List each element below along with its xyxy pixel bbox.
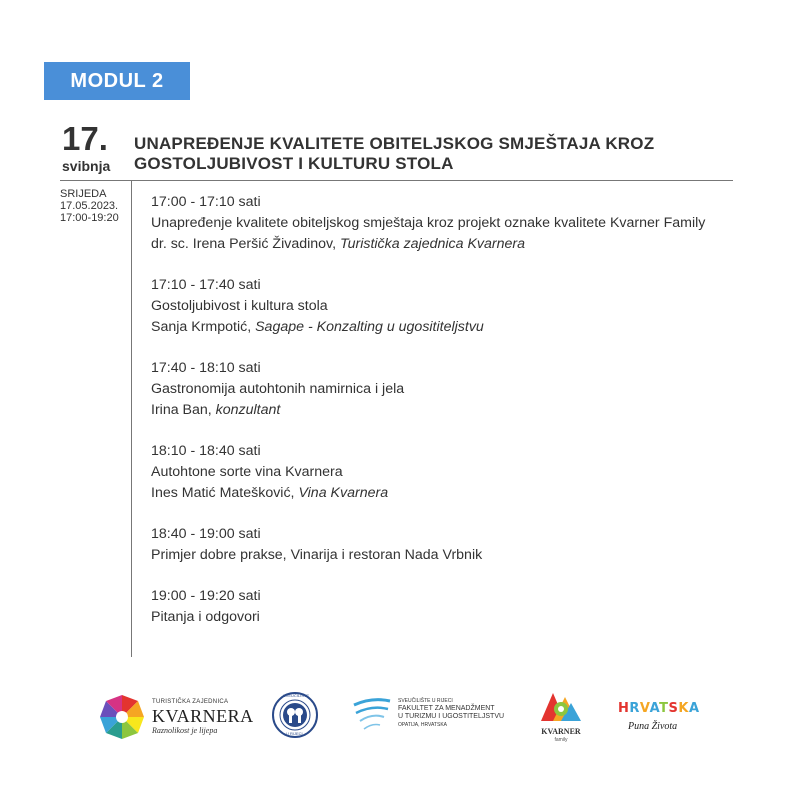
session-speaker: dr. sc. Irena Peršić Živadinov, xyxy=(151,236,340,252)
session xyxy=(151,441,751,504)
logo-hrvatska xyxy=(618,701,702,751)
tz-big-text: KVARNERA xyxy=(152,706,254,726)
session-topic-line xyxy=(151,545,751,566)
day-time: 17:00-19:20 xyxy=(60,212,119,224)
hr-letter: V xyxy=(639,701,650,716)
session-speaker-line xyxy=(151,400,751,421)
session-speaker-line xyxy=(151,317,751,338)
session-topic: Gastronomija autohtonih namirnica i jela xyxy=(151,381,405,397)
kf-big-text: KVARNER xyxy=(541,727,581,736)
session-topic-rest: Vinarija i restoran Nada Vrbnik xyxy=(286,547,483,563)
session-time: 18:10 - 18:40 sati xyxy=(151,443,261,459)
date-month: svibnja xyxy=(62,158,111,174)
session xyxy=(151,192,751,255)
hr-letter: T xyxy=(659,701,669,716)
day-info xyxy=(60,188,130,224)
session-topic: Primjer dobre prakse, xyxy=(151,547,287,563)
hrvatska-wordmark xyxy=(618,701,702,716)
hr-letter: H xyxy=(618,701,630,716)
session-organization: Vina Kvarnera xyxy=(298,485,389,501)
session xyxy=(151,275,751,338)
session-speaker: Sanja Krmpotić, xyxy=(151,319,256,335)
logo-kvarner-family xyxy=(535,687,587,749)
session-topic: Pitanja i odgovori xyxy=(151,609,260,625)
session-speaker-line xyxy=(151,234,751,255)
tz-small-text: TURISTIČKA ZAJEDNICA xyxy=(152,699,229,705)
vertical-divider xyxy=(131,181,132,657)
session-time: 19:00 - 19:20 sati xyxy=(151,588,261,604)
session xyxy=(151,358,751,421)
tz-sub-text: Raznolikost je lijepa xyxy=(152,726,218,735)
fmtu-line-3: U TURIZMU I UGOSTITELJSTVU xyxy=(398,713,505,720)
session-topic: Unapređenje kvalitete obiteljskog smještaja kroz projekt oznake kvalitete Kvarner Family xyxy=(151,215,706,231)
hr-letter: A xyxy=(649,701,660,716)
session xyxy=(151,586,751,628)
session-time: 18:40 - 19:00 sati xyxy=(151,526,261,542)
session-list xyxy=(151,192,751,648)
logo-strip xyxy=(0,685,800,755)
session-time: 17:10 - 17:40 sati xyxy=(151,277,261,293)
hr-letter: A xyxy=(688,701,700,716)
hr-letter: R xyxy=(629,701,640,716)
module-title-line-1: UNAPREĐENJE KVALITETE OBITELJSKOG SMJEŠTAJA KROZ xyxy=(134,134,655,153)
session-topic: Autohtone sorte vina Kvarnera xyxy=(151,464,343,480)
fmtu-line-4: OPATIJA, HRVATSKA xyxy=(398,722,447,728)
date-day: 17. xyxy=(62,120,108,157)
session-organization: Turistička zajednica Kvarnera xyxy=(339,236,526,252)
session-speaker: Irina Ban, xyxy=(151,402,216,418)
fmtu-text xyxy=(398,697,504,729)
hr-letter: K xyxy=(678,701,689,716)
session xyxy=(151,524,751,566)
session-time: 17:00 - 17:10 sati xyxy=(151,194,261,210)
day-date: 17.05.2023. xyxy=(60,200,119,212)
weekday: SRIJEDA xyxy=(60,188,107,200)
session-speaker-line xyxy=(151,483,751,504)
fmtu-line-2: FAKULTET ZA MENADŽMENT xyxy=(398,705,495,712)
logo-uniri xyxy=(271,691,319,739)
module-title xyxy=(134,134,754,174)
modul-badge: MODUL 2 xyxy=(44,62,190,100)
session-topic: Gostoljubivost i kultura stola xyxy=(151,298,328,314)
kf-small-text: family xyxy=(554,737,568,743)
module-title-line-2: GOSTOLJUBIVOST I KULTURU STOLA xyxy=(134,154,454,173)
session-organization: Sagape - Konzalting u ugosititeljstvu xyxy=(255,319,484,335)
uniri-ring-top: SVEUČILIŠTE xyxy=(283,693,310,698)
uniri-ring-bottom: U RIJECI xyxy=(286,731,303,736)
hrvatska-sub: Puna Života xyxy=(628,721,678,732)
kvarner-family-mountains-icon xyxy=(535,687,587,725)
hr-letter: S xyxy=(668,701,679,716)
session-speaker: Ines Matić Matešković, xyxy=(151,485,299,501)
logo-tz-kvarnera xyxy=(100,693,254,745)
session-organization: konzultant xyxy=(215,402,281,418)
logo-fmtu xyxy=(352,693,512,745)
horizontal-divider xyxy=(60,180,733,181)
fmtu-line-1: SVEUČILIŠTE U RIJECI xyxy=(398,698,453,704)
tz-kvarnera-emblem-icon xyxy=(100,695,144,739)
session-time: 17:40 - 18:10 sati xyxy=(151,360,261,376)
fmtu-waves-icon xyxy=(352,695,392,735)
